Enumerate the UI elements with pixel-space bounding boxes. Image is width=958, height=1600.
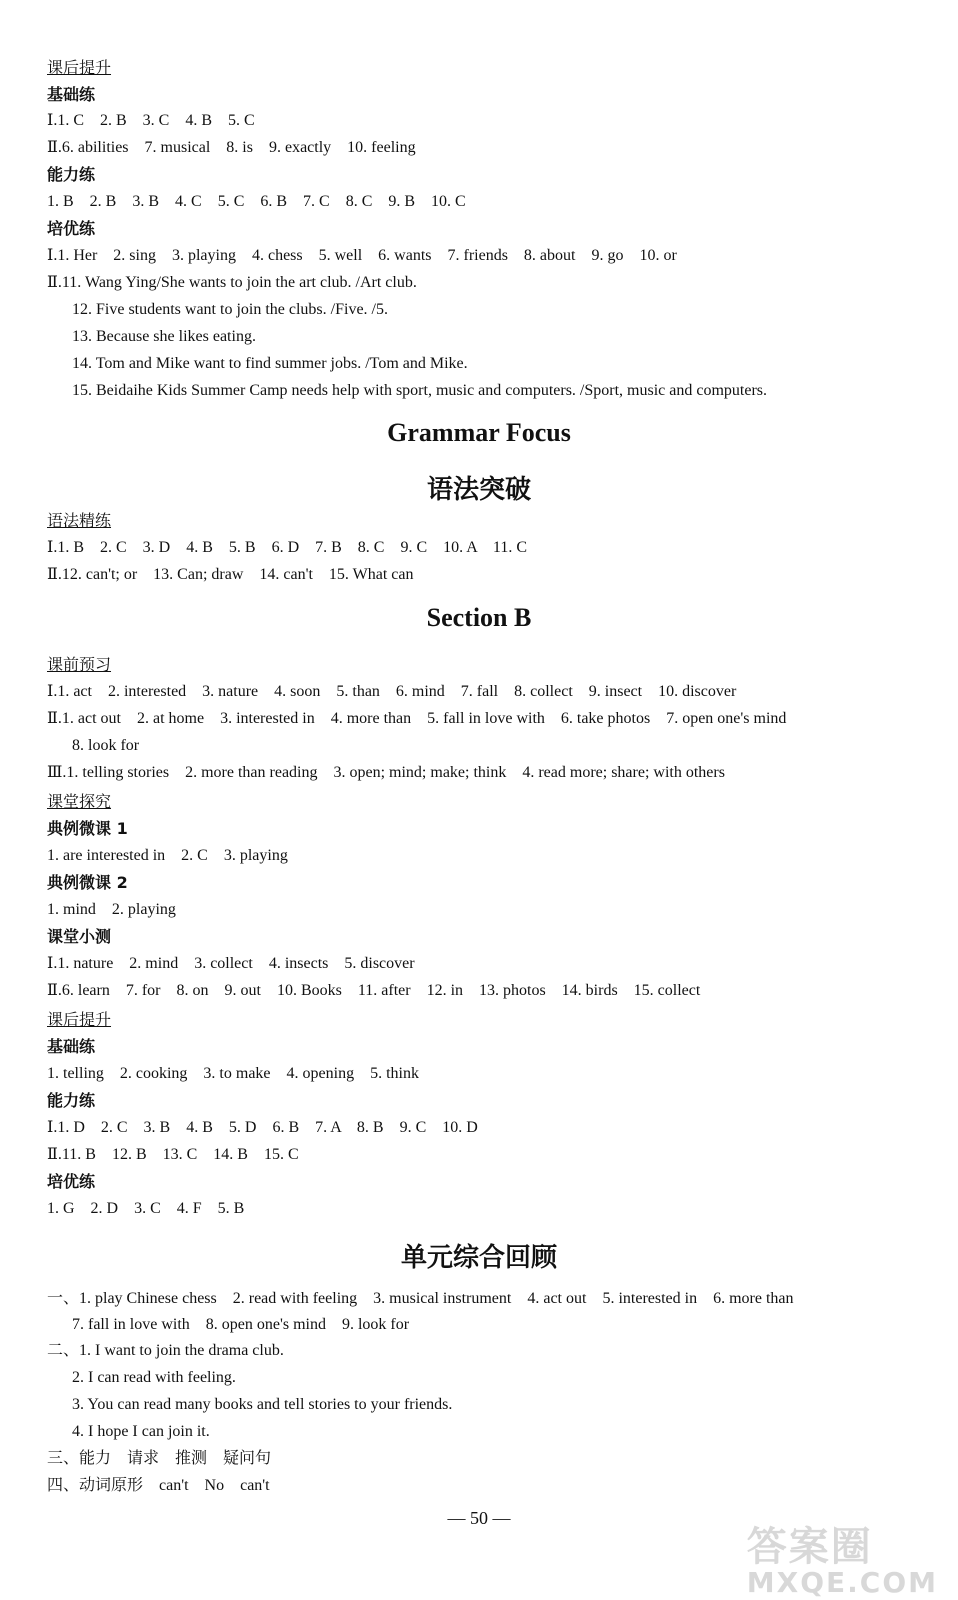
section-heading-grammar-practice: 语法精练 [47, 511, 112, 530]
answer-line: Ⅰ.1. D 2. C 3. B 4. B 5. D 6. B 7. A 8. B 9. C 10. D [47, 1119, 478, 1136]
answer-line: 1. B 2. B 3. B 4. C 5. C 6. B 7. C 8. C 9. B 10. C [47, 193, 466, 210]
subheading-example-1: 典例微课 1 [47, 819, 128, 838]
watermark-main: 答案圈 [746, 1524, 873, 1570]
subheading-quiz: 课堂小测 [47, 927, 112, 946]
answer-line: Ⅰ.1. nature 2. mind 3. collect 4. insects 5. discover [47, 955, 415, 972]
section-heading-preview: 课前预习 [47, 655, 112, 674]
subheading-basic-2: 基础练 [47, 1037, 96, 1056]
watermark-sub: MXQE.COM [746, 1566, 938, 1599]
answer-line: 1. mind 2. playing [47, 901, 176, 918]
title-unit-review: 单元综合回顾 [400, 1243, 557, 1273]
answer-line: 一、1. play Chinese chess 2. read with feeling 3. musical instrument 4. act out 5. interested in 6. more than [47, 1290, 794, 1307]
answer-line: Ⅰ.1. act 2. interested 3. nature 4. soon 5. than 6. mind 7. fall 8. collect 9. insect 10. discover [47, 683, 737, 700]
answer-line: 二、1. I want to join the drama club. [47, 1342, 284, 1359]
answer-line: Ⅲ.1. telling stories 2. more than reading 3. open; mind; make; think 4. read more; share; with others [47, 764, 725, 781]
subheading-ability: 能力练 [47, 165, 96, 184]
answer-line: 8. look for [72, 737, 140, 754]
answer-line: 12. Five students want to join the clubs. /Five. /5. [72, 301, 388, 318]
answer-line: 4. I hope I can join it. [72, 1423, 210, 1440]
answer-line: 1. G 2. D 3. C 4. F 5. B [47, 1200, 245, 1217]
answer-line: 14. Tom and Mike want to find summer jobs. /Tom and Mike. [72, 355, 468, 372]
section-heading-after-class-2: 课后提升 [47, 1010, 112, 1029]
answer-line: 1. telling 2. cooking 3. to make 4. opening 5. think [47, 1065, 419, 1082]
answer-line: Ⅱ.11. Wang Ying/She wants to join the art club. /Art club. [47, 274, 417, 291]
answer-line: 13. Because she likes eating. [72, 328, 256, 345]
answer-line: Ⅱ.12. can't; or 13. Can; draw 14. can't 15. What can [47, 566, 414, 583]
title-grammar-cn: 语法突破 [426, 475, 531, 505]
answer-line: 1. are interested in 2. C 3. playing [47, 847, 288, 864]
answer-line: 三、能力 请求 推测 疑问句 [47, 1450, 272, 1467]
answer-line: Ⅱ.6. abilities 7. musical 8. is 9. exactly 10. feeling [47, 139, 416, 156]
answer-line: Ⅰ.1. C 2. B 3. C 4. B 5. C [47, 112, 255, 129]
title-section-b: Section B [426, 603, 532, 632]
answer-line: Ⅰ.1. Her 2. sing 3. playing 4. chess 5. well 6. wants 7. friends 8. about 9. go 10. or [47, 247, 677, 264]
answer-line: 15. Beidaihe Kids Summer Camp needs help with sport, music and computers. /Sport, music and computers. [72, 382, 768, 399]
subheading-basic: 基础练 [47, 85, 96, 104]
subheading-example-2: 典例微课 2 [47, 873, 128, 892]
answer-line: Ⅰ.1. B 2. C 3. D 4. B 5. B 6. D 7. B 8. C 9. C 10. A 11. C [47, 539, 528, 556]
answer-line: Ⅱ.1. act out 2. at home 3. interested in 4. more than 5. fall in love with 6. take photos 7. open one's mind [47, 710, 787, 727]
watermark-logo [747, 1515, 938, 1599]
section-heading-after-class: 课后提升 [47, 58, 112, 77]
subheading-ability-2: 能力练 [47, 1091, 96, 1110]
answer-line: 2. I can read with feeling. [72, 1369, 236, 1386]
subheading-advanced-2: 培优练 [47, 1172, 96, 1191]
subheading-advanced: 培优练 [47, 219, 96, 238]
answer-line: 四、动词原形 can't No can't [47, 1477, 270, 1494]
title-grammar-focus: Grammar Focus [387, 418, 571, 447]
section-heading-in-class: 课堂探究 [47, 792, 112, 811]
answer-line: 3. You can read many books and tell stories to your friends. [72, 1396, 453, 1413]
page-number: — 50 — [447, 1508, 511, 1528]
answer-line: Ⅱ.6. learn 7. for 8. on 9. out 10. Books 11. after 12. in 13. photos 14. birds 15. collect [47, 982, 701, 999]
answer-line: 7. fall in love with 8. open one's mind 9. look for [72, 1316, 410, 1333]
answer-line: Ⅱ.11. B 12. B 13. C 14. B 15. C [47, 1146, 299, 1163]
